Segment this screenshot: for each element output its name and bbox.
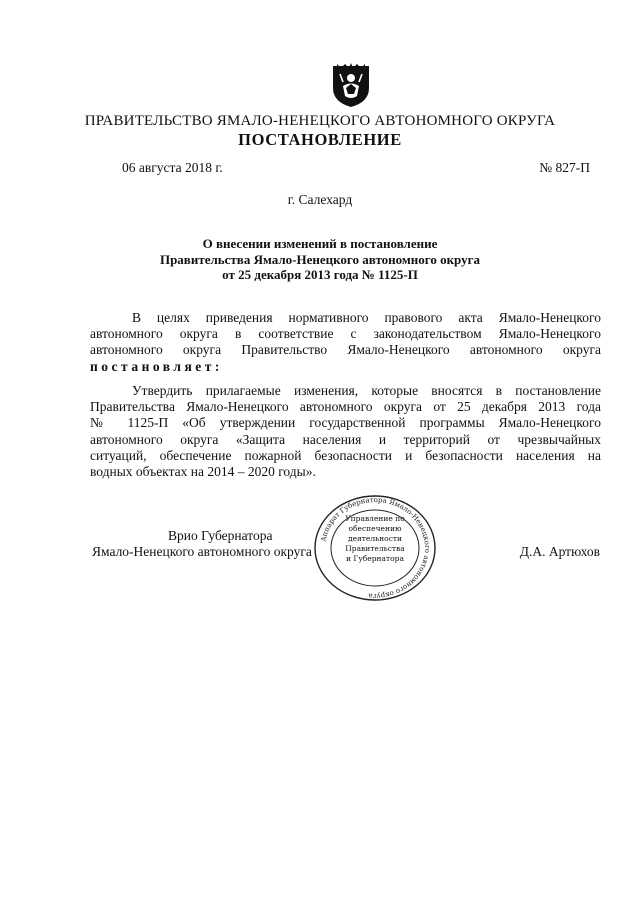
signatory-position: Врио Губернатора [168, 528, 273, 543]
document-type: ПОСТАНОВЛЕНИЕ [238, 130, 402, 149]
preamble-line: автономного округа Правительство Ямало-Ненецкого автономного округа [90, 342, 601, 358]
stamp-line: Правительства [345, 544, 405, 553]
body-line: Утвердить прилагаемые изменения, которые вносятся в постановление [132, 383, 601, 398]
body-line: Правительства Ямало-Ненецкого автономного округа от 25 декабря 2013 года [90, 399, 601, 415]
decree-word: постановляет: [90, 358, 223, 374]
document-city: г. Салехард [287, 192, 353, 207]
title-line: от 25 декабря 2013 года № 1125-П [222, 267, 418, 282]
title-line: О внесении изменений в постановление [202, 236, 438, 251]
yamal-coat-of-arms-icon [331, 62, 371, 108]
stamp-ring-text: Аппарат Губернатора Ямало-Ненецкого автономного округа [319, 495, 432, 601]
official-stamp [312, 494, 438, 602]
document-date: 06 августа 2018 г. [122, 160, 223, 175]
signatory-region: Ямало-Ненецкого автономного округа [92, 544, 312, 559]
stamp-line: деятельности [347, 534, 403, 543]
government-name: ПРАВИТЕЛЬСТВО ЯМАЛО-НЕНЕЦКОГО АВТОНОМНОГО ОКРУГА [84, 113, 556, 129]
document-title [100, 236, 540, 283]
stamp-line: Управление по [345, 514, 405, 523]
title-line: Правительства Ямало-Ненецкого автономного округа [159, 251, 481, 267]
body-paragraph [90, 383, 601, 480]
stamp-line: и Губернатора [346, 554, 404, 563]
body-line: ситуаций, обеспечение пожарной безопасности и безопасности населения на [90, 447, 601, 463]
stamp-line: обеспечению [348, 524, 402, 533]
body-line: автономного округа «Защита населения и территорий от чрезвычайных [90, 431, 601, 447]
preamble-line: автономного округа в соответствие с законодательством Ямало-Ненецкого [90, 326, 601, 342]
body-line: № 1125-П «Об утверждении государственной программы Ямало-Ненецкого [90, 415, 601, 431]
preamble-paragraph [90, 310, 601, 375]
body-line: водных объектах на 2014 – 2020 годы». [90, 464, 316, 480]
document-number: № 827-П [539, 160, 590, 175]
preamble-line: В целях приведения нормативного правового акта Ямало-Ненецкого [132, 310, 601, 325]
signatory-name: Д.А. Артюхов [519, 544, 600, 559]
